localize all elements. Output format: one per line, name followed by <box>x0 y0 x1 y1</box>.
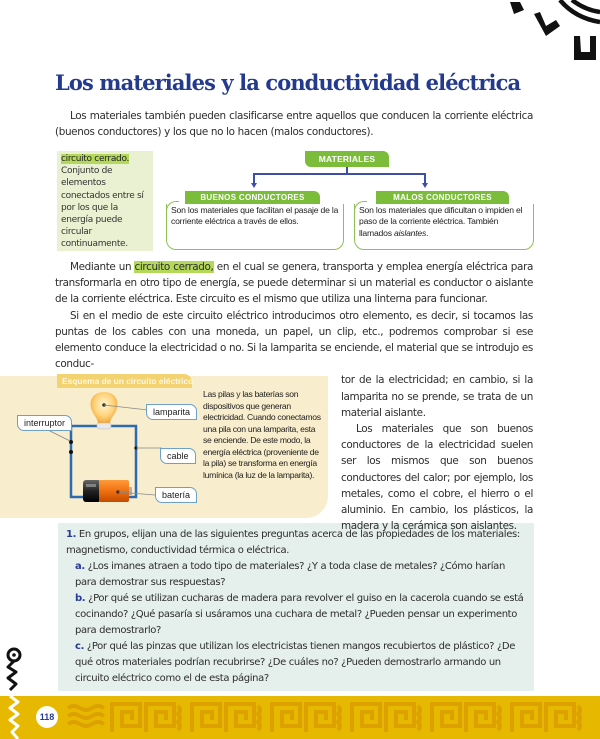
question-text: ¿Por qué se utilizan cucharas de madera para revolver el guiso en la cacerola cuando se está cocinando? ¿Qué pasaría si usáramos una cuchara de metal? ¿Pueden pensar un experimento para demostrarlo? <box>75 593 524 636</box>
activity-prompt-text: En grupos, elijan una de las siguientes preguntas acerca de las propiedades de los materiales: magnetismo, conductividad térmica o eléctrica. <box>66 529 520 556</box>
good-conductors-heading: BUENOS CONDUCTORES <box>185 191 320 204</box>
question-letter: a. <box>75 561 85 572</box>
label-lamparita: lamparita <box>146 404 197 420</box>
circuit-space-reserve <box>55 374 338 522</box>
mediante-text-start: Mediante un <box>70 261 135 273</box>
conductors-text: Los materiales que son buenos conductores de la electricidad suelen ser los mismos que son buenos conductores del calor; por ejemplo, los metales, como el cobre, el hierro o el aluminio. En cambio, los plásticos, la madera y la cerámica son aislantes. <box>341 423 533 533</box>
circuit-diagram-title: Esquema de un circuito eléctrico <box>57 374 192 388</box>
activity-box <box>58 523 534 691</box>
experiment-text: Si en el medio de este circuito eléctrico introducimos otro elemento, es decir, si tocamos las puntas de los cables con una moneda, un papel, un clip, etc., podremos comprobar si ese elemento conduce la electricidad o no. Si la lamparita se enciende, el material que se introdujo es conduc- <box>55 309 533 371</box>
bad-conductors-italic: aislantes <box>393 227 427 238</box>
question-text: ¿Por qué las pinzas que utilizan los electricistas tienen mangos recubiertos de plástico? ¿De qué otros materiales podrían recubrirse? ¿De cuáles no? ¿Pueden demostrarlo armando un circuito eléctrico como el de esta página? <box>75 641 516 684</box>
good-conductors-box <box>166 204 344 250</box>
good-conductors-text: Son los materiales que facilitan el pasaje de la corriente eléctrica a través de ellos. <box>171 205 339 227</box>
closed-circuit-paragraph <box>55 259 533 308</box>
bad-conductors-heading: MALOS CONDUCTORES <box>376 191 509 204</box>
question-text: ¿Los imanes atraen a todo tipo de materiales? ¿Y a toda clase de metales? ¿Cómo harían para demostrar sus respuestas? <box>75 561 505 588</box>
label-cable: cable <box>160 448 196 464</box>
activity-number: 1. <box>66 529 77 540</box>
label-interruptor: interruptor <box>17 415 72 431</box>
page-number: 118 <box>36 706 58 728</box>
glossary-box <box>57 151 153 251</box>
bad-conductors-box <box>354 204 534 250</box>
mediante-text-end: en el cual se genera, transporta y emplea energía eléctrica para transformarla en otro tipo de energía, se puede determinar si un material es conductor o aislante de la corriente eléctrica. Este circuito es el mismo que utiliza una linterna para funcionar. <box>55 261 534 306</box>
footer-band <box>0 696 600 739</box>
label-bateria: batería <box>155 487 197 503</box>
activity-question-a <box>66 559 528 591</box>
bad-conductors-period: . <box>426 227 429 238</box>
bad-conductors-text: Son los materiales que dificultan o impiden el paso de la corriente eléctrica. También llamados <box>359 205 523 238</box>
experiment-paragraph-continued: tor de la electricidad; en cambio, si la lamparita no se prende, se trata de un material aislante. <box>341 374 533 419</box>
glossary-term: circuito cerrado. <box>61 154 130 164</box>
activity-question-c <box>66 639 528 687</box>
arrow-down-icon <box>251 183 257 188</box>
question-letter: b. <box>75 593 86 604</box>
arrow-down-icon <box>422 183 428 188</box>
main-text-column <box>55 259 533 534</box>
connector-line <box>253 173 425 175</box>
question-letter: c. <box>75 641 85 652</box>
circuit-description: Las pilas y las baterías son dispositivos que generan electricidad. Cuando conectamos una pila con una lamparita, esta se enciende. De este modo, la energía eléctrica (proveniente de la pila) se transforma en energía lumínica (la luz de la lamparita). <box>203 389 321 480</box>
concept-map-root: MATERIALES <box>305 151 389 167</box>
squiggle-decoration-icon <box>0 640 40 739</box>
experiment-paragraph <box>55 308 533 373</box>
intro-text: Los materiales también pueden clasificarse entre aquellos que conducen la corriente eléctrica (buenos conductores) y los que no lo hacen (malos conductores). <box>55 110 533 139</box>
page-title: Los materiales y la conductividad eléctrica <box>55 70 521 95</box>
intro-paragraph <box>55 108 533 140</box>
greek-key-pattern-icon <box>0 696 600 739</box>
sun-decoration-icon <box>490 0 600 75</box>
closed-circuit-highlight: circuito cerrado, <box>134 261 214 273</box>
activity-question-b <box>66 591 528 639</box>
glossary-definition: Conjunto de elementos conectados entre sí por los que la energía puede circular continuamente. <box>61 166 144 250</box>
